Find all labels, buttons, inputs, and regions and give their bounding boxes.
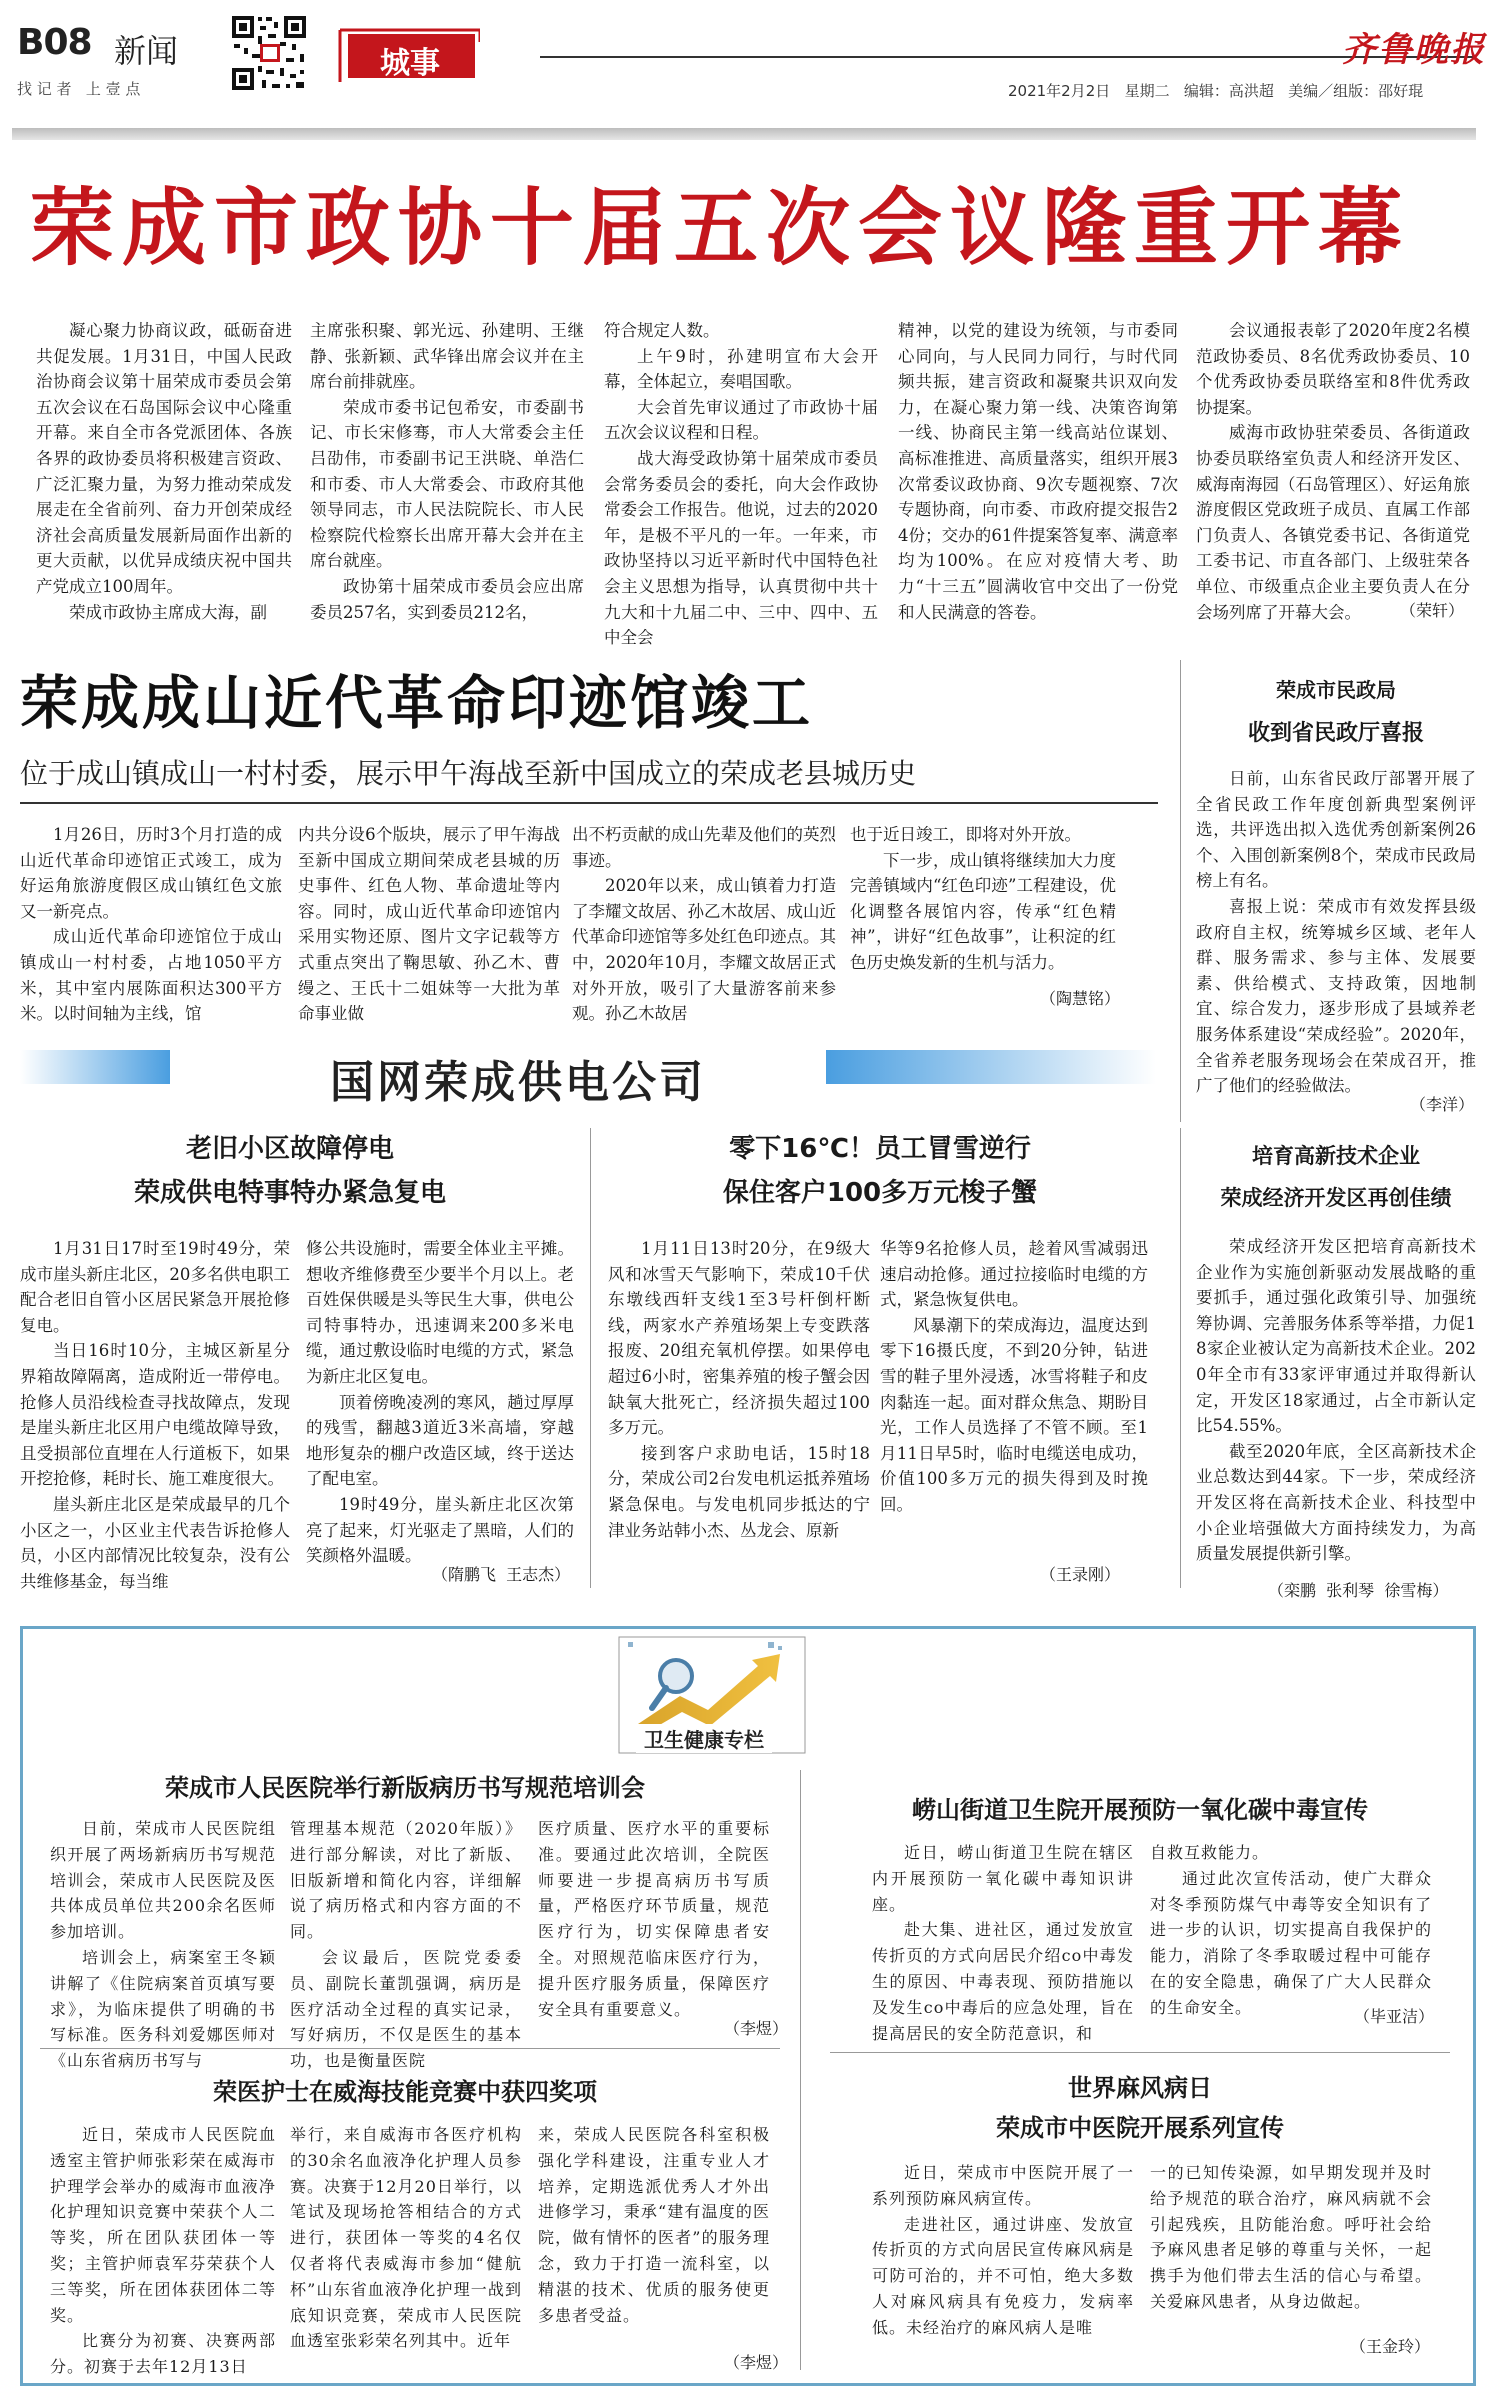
paragraph: 威海市政协驻荣委员、各街道政协委员联络室负责人和经济开发区、威海南海园（石岛管理区）、好运角旅游度假区党政班子成员、直属工作部门负责人、各镇党委书记、各街道党工委书记、市直各部门、上级驻荣各单位、市级重点企业主要负责人在分会场列席了开幕大会。 — [1196, 423, 1470, 622]
a1-column-1 — [36, 318, 292, 625]
health-horizontal-divider — [40, 2048, 780, 2049]
a3-title-2: 荣成供电特事特办紧急复电 — [133, 1178, 446, 1208]
paragraph: 也于近日竣工，即将对外开放。 — [850, 825, 1081, 844]
section-label: 新闻 — [114, 32, 179, 70]
paragraph: 华等9名抢修人员，趁着风雪减弱迅速启动抢修。通过拉接临时电缆的方式，紧急恢复供电。 — [880, 1239, 1148, 1310]
paragraph: 崖头新庄北区是荣成最早的几个小区之一，小区业主代表告诉抢修人员，小区内部情况比较复杂，没有公共维修基金，每当维 — [20, 1494, 290, 1591]
paragraph: 会议通报表彰了2020年度2名模范政协委员、8名优秀政协委员、10个优秀政协委员联络室和8件优秀政协提案。 — [1196, 321, 1470, 417]
column-label: 城事 — [380, 46, 440, 81]
sidebar-2-vertical-rule — [1180, 1128, 1181, 1588]
paragraph: 下一步，成山镇将继续加大力度完善镇域内“红色印迹”工程建设，优化调整各展馆内容，传承“红色精神”，讲好“红色故事”，让积淀的红色历史焕发新的生机与活力。 — [850, 850, 1116, 972]
paragraph: 符合规定人数。 — [604, 321, 720, 340]
sidebar-vertical-rule — [1180, 660, 1181, 1122]
health-vertical-divider — [800, 1770, 801, 2370]
page-code: B08 — [17, 22, 92, 63]
side2-title-2: 荣成经济开发区再创佳绩 — [1220, 1186, 1452, 1210]
paragraph: 风暴潮下的荣成海边，温度达到零下16摄氏度，不到20分钟，钻进雪的鞋子里外浸透，冰雪将鞋子和皮肉黏连一起。面对群众焦急、期盼目光，工作人员选择了不管不顾。至1月11日早5时，临时电缆送电成功，价值100多万元的损失得到及时挽回。 — [880, 1315, 1148, 1514]
headline-2: 荣成成山近代革命印迹馆竣工 — [20, 669, 814, 737]
h3-column-2 — [290, 2122, 522, 2354]
paragraph: 截至2020年底，全区高新技术企业总数达到44家。下一步，荣成经济开发区将在高新技术企业、科技型中小企业培强做大方面持续发力，为高质量发展提供新引擎。 — [1196, 1441, 1476, 1564]
a4-title-1: 零下16℃！员工冒雪逆行 — [729, 1134, 1031, 1164]
side1-title-2: 收到省民政厅喜报 — [1247, 721, 1424, 746]
h2-title: 崂山街道卫生院开展预防一氧化碳中毒宣传 — [912, 1796, 1368, 1824]
column-tab — [330, 28, 480, 84]
a1-column-4 — [898, 318, 1178, 625]
paragraph: 比赛分为初赛、决赛两部分。初赛于去年12月13日 — [50, 2331, 276, 2377]
headline-1: 荣成市政协十届五次会议隆重开幕 — [30, 179, 1411, 277]
paragraph: 精神，以党的建设为统领，与市委同心同向，与人民同力同行，与时代同频共振，建言资政和凝聚共识双向发力，在凝心聚力第一线、决策咨询第一线、协商民主第一线高站位谋划、高标准推进、高质量落实，组织开展3次常委议政协商、9次专题视察、7次专题协商，向市委、市政府提交报告24份；交办的61件提案答复率、满意率均为100%。在应对疫情大考、助力“十三五”圆满收官中交出了一份党和人民满意的答卷。 — [898, 321, 1178, 622]
a2-column-2 — [298, 822, 560, 1027]
a2-byline: （陶慧铭） — [1040, 989, 1121, 1008]
a4-left-rule — [590, 1128, 591, 1588]
paragraph: 凝心聚力协商议政，砥砺奋进共促发展。1月31日，中国人民政治协商会议第十届荣成市委员会第五次会议在石岛国际会议中心隆重开幕。来自全市各党派团体、各族各界的政协委员将积极建言资政、广泛汇聚力量，为努力推动荣成发展走在全省前列、奋力开创荣成经济社会高质量发展新局面作出新的更大贡献，以优异成绩庆祝中国共产党成立100周年。 — [36, 321, 292, 596]
paper-logo: 齐鲁晚报 — [1342, 30, 1486, 70]
paragraph: 上午9时，孙建明宣布大会开幕，全体起立，奏唱国歌。 — [604, 346, 878, 392]
grid-banner-bar-left — [20, 1050, 170, 1084]
paragraph: 近日，荣成市人民医院血透室主管护师张彩荣在威海市护理学会举办的威海市血液净化护理知识竞赛中荣获个人二等奖，所在团队获团体一等奖；主管护师袁军芬荣获个人三等奖，所在团体获团体二等奖。 — [50, 2125, 276, 2325]
paragraph: 1月31日17时至19时49分，荣成市崖头新庄北区，20多名供电职工配合老旧自管小区居民紧急开展抢修复电。 — [20, 1239, 290, 1335]
a3-column-2 — [306, 1236, 574, 1569]
paragraph: 战大海受政协第十届荣成市委员会常务委员会的委托，向大会作政协常委会工作报告。他说，过去的2020年，是极不平凡的一年。一年来，市政协坚持以习近平新时代中国特色社会主义思想为指导，认真贯彻中共十九大和十九届二中、三中、四中、五中全会 — [604, 448, 878, 648]
a2-divider — [20, 802, 1158, 804]
a3-byline: （隋鹏飞 王志杰） — [432, 1565, 571, 1584]
grid-banner-bar-right — [826, 1050, 1156, 1084]
paragraph: 成山近代革命印迹馆位于成山镇成山一村村委，占地1050平方米，其中室内展陈面积达300平方米。以时间轴为主线，馆 — [20, 927, 282, 1024]
h3-column-3 — [538, 2122, 770, 2328]
a4-column-1 — [608, 1236, 870, 1543]
paragraph: 19时49分，崖头新庄北区次第亮了起来，灯光驱走了黑暗，人们的笑颜格外温暖。 — [306, 1494, 574, 1566]
paragraph: 赴大集、进社区，通过发放宣传折页的方式向居民介绍co中毒发生的原因、中毒表现、预防措施以及发生co中毒后的应急处理，旨在提高居民的安全防范意识，和 — [872, 1920, 1134, 2043]
paragraph: 自救互救能力。 — [1150, 1843, 1270, 1862]
paragraph: 荣成市政协主席成大海，副 — [69, 602, 267, 622]
paragraph: 荣成市委书记包希安，市委副书记、市长宋修骞，市人大常委会主任吕劭伟，市委副书记王洪晓、单浩仁和市委、市人大常委会、市政府其他领导同志，市人民法院院长、市人民检察院代检察长出席开幕大会并在主席台就座。 — [310, 397, 584, 571]
paragraph: 走进社区，通过讲座、发放宣传折页的方式向居民宣传麻风病是可防可治的，并不可怕，绝大多数人对麻风病具有免疫力，发病率低。未经治疗的麻风病人是唯 — [872, 2214, 1134, 2337]
a1-column-2 — [310, 318, 584, 625]
side1-body — [1196, 766, 1476, 1099]
paragraph: 大会首先审议通过了市政协十届五次会议议程和日程。 — [604, 397, 878, 443]
a3-title-1: 老旧小区故障停电 — [185, 1134, 394, 1164]
a2-column-1 — [20, 822, 282, 1027]
h3-title: 荣医护士在威海技能竞赛中获四奖项 — [213, 2078, 597, 2106]
paragraph: 会议最后，医院党委委员、副院长董凯强调，病历是医疗活动全过程的真实记录，写好病历，不仅是医生的基本功，也是衡量医院 — [290, 1947, 522, 2071]
paragraph: 顶着傍晚凌冽的寒风，趟过厚厚的残雪，翻越3道近3米高墙，穿越地形复杂的棚户改造区域，终于送达了配电室。 — [306, 1392, 574, 1489]
tagline: 找 记 者 上 壹 点 — [17, 80, 141, 98]
a4-title-2: 保住客户100多万元梭子蟹 — [722, 1178, 1038, 1208]
paragraph: 2020年以来，成山镇着力打造了李耀文故居、孙乙木故居、成山近代革命印迹馆等多处红色印迹点。其中，2020年10月，李耀文故居正式对外开放，吸引了大量游客前来参观。孙乙木故居 — [572, 876, 836, 1024]
side2-title-1: 培育高新技术企业 — [1252, 1144, 1420, 1168]
paragraph: 1月26日，历时3个月打造的成山近代革命印迹馆正式竣工，成为好运角旅游度假区成山镇红色文旅又一新亮点。 — [20, 825, 282, 921]
paragraph: 主席张积聚、郭光远、孙建明、王继静、张新颖、武华锋出席会议并在主席台前排就座。 — [310, 321, 584, 392]
h2-column-1 — [872, 1840, 1134, 2046]
paragraph: 来，荣成人民医院各科室积极强化学科建设，注重专业人才培养，定期选派优秀人才外出进修学习，秉承“建有温度的医院，做有情怀的医者”的服务理念，致力于打造一流科室，以精湛的技术、优质的服务使更多患者受益。 — [538, 2125, 770, 2325]
paragraph: 修公共设施时，需要全体业主平摊。想收齐维修费至少要半个月以上。老百姓保供暖是头等民生大事，供电公司特事特办，迅速调来200多米电缆，通过敷设临时电缆的方式，紧急为新庄北区复电。 — [306, 1239, 574, 1386]
a4-column-2 — [880, 1236, 1148, 1518]
paragraph: 政协第十届荣成市委员会应出席委员257名，实到委员212名， — [310, 576, 584, 622]
masthead-rule — [540, 56, 1476, 58]
paragraph: 医疗质量、医疗水平的重要标准。要通过此次培训，全院医师要进一步提高病历书写质量，严格医疗环节质量，规范医疗行为，切实保障患者安全。对照规范临床医疗行为，提升医疗服务质量，保障医疗安全具有重要意义。 — [538, 1819, 770, 2019]
health-right-divider — [830, 2052, 1450, 2053]
side1-title-1: 荣成市民政局 — [1276, 678, 1396, 702]
h1-column-1 — [50, 1816, 276, 2074]
h2-byline: （毕亚洁） — [1354, 2007, 1435, 2026]
grid-banner-title: 国网荣成供电公司 — [330, 1057, 706, 1108]
paragraph: 培训会上，病案室王冬颖讲解了《住院病案首页填写要求》，为临床提供了明确的书写标准。医务科刘爱娜医师对《山东省病历书写与 — [50, 1947, 276, 2071]
qr-code-icon — [222, 14, 318, 92]
paragraph: 管理基本规范（2020年版）》进行部分解读，对比了新版、旧版新增和简化内容，详细解说了病历格式和内容方面的不同。 — [290, 1819, 522, 1942]
paragraph: 近日，荣成市中医院开展了一系列预防麻风病宣传。 — [872, 2163, 1134, 2208]
h3-column-1 — [50, 2122, 276, 2380]
subhead-2: 位于成山镇成山一村村委，展示甲午海战至新中国成立的荣成老县城历史 — [20, 757, 917, 790]
health-banner-title: 卫生健康专栏 — [636, 1724, 772, 1753]
side2-byline: （栾鹏 张利琴 徐雪梅） — [1268, 1581, 1449, 1600]
h4-column-1 — [872, 2160, 1134, 2341]
side2-body — [1196, 1234, 1476, 1567]
a4-byline: （王录刚） — [1040, 1565, 1121, 1584]
paragraph: 日前，荣成市人民医院组织开展了两场新病历书写规范培训会，荣成市人民医院及医共体成员单位共200余名医师参加培训。 — [50, 1819, 276, 1942]
paragraph: 接到客户求助电话，15时18分，荣成公司2台发电机运抵养殖场紧急保电。与发电机同步抵达的宁津业务站韩小杰、丛龙会、原新 — [608, 1443, 870, 1540]
a1-byline: （荣轩） — [1400, 601, 1465, 620]
a2-column-4 — [850, 822, 1116, 976]
h1-title: 荣成市人民医院举行新版病历书写规范培训会 — [165, 1774, 645, 1802]
paragraph: 喜报上说：荣成市有效发挥县级政府自主权，统筹城乡区域、老年人群、服务需求、参与主体、发展要素、供给模式、支持政策，因地制宜、综合发力，逐步形成了县域养老服务体系建设“荣成经验”。2020年，全省养老服务现场会在荣成召开，推广了他们的经验做法。 — [1196, 896, 1476, 1096]
h4-byline: （王金玲） — [1350, 2337, 1431, 2356]
h2-column-2 — [1150, 1840, 1432, 2021]
side1-byline: （李洋） — [1410, 1095, 1475, 1114]
paragraph: 通过此次宣传活动，使广大群众对冬季预防煤气中毒等安全知识有了进一步的认识，切实提高自我保护的能力，消除了冬季取暖过程中可能存在的安全隐患，确保了广大人民群众的生命安全。 — [1150, 1868, 1432, 2017]
h1-byline: （李煜） — [724, 2019, 789, 2038]
a3-column-1 — [20, 1236, 290, 1594]
paragraph: 当日16时10分，主城区新星分界箱故障隔离，造成附近一带停电。抢修人员沿线检查寻找故障点，发现是崖头新庄北区用户电缆故障导致，且受损部位直埋在人行道板下，如果开挖抢修，耗时长、施工难度很大。 — [20, 1341, 290, 1489]
paragraph: 出不朽贡献的成山先辈及他们的英烈事迹。 — [572, 825, 836, 870]
paragraph: 日前，山东省民政厅部署开展了全省民政工作年度创新典型案例评选，共评选出拟入选优秀创新案例26个、入围创新案例8个，荣成市民政局榜上有名。 — [1196, 769, 1476, 891]
h1-column-2 — [290, 1816, 522, 2074]
top-grey-bar — [12, 128, 1476, 140]
paragraph: 举行，来自威海市各医疗机构的30余名血液净化护理人员参赛。决赛于12月20日举行，以笔试及现场抢答相结合的方式进行，获团体一等奖的4名仅仅者将代表威海市参加“健航杯”山东省血液净化护理一战到底知识竞赛，荣成市人民医院血透室张彩荣名列其中。近年 — [290, 2125, 522, 2351]
a2-column-3 — [572, 822, 836, 1027]
h3-byline: （李煜） — [724, 2353, 789, 2372]
date-line: 2021年2月2日 星期二 编辑：高洪超 美编／组版：邵好琨 — [1008, 82, 1424, 100]
paragraph: 荣成经济开发区把培育高新技术企业作为实施创新驱动发展战略的重要抓手，通过强化政策引导、加强统筹协调、完善服务体系等举措，力促18家企业被认定为高新技术企业。2020年全市有33家评审通过并取得新认定，开发区18家通过，占全市新认定比54.55%。 — [1196, 1237, 1476, 1436]
h4-column-2 — [1150, 2160, 1432, 2315]
a1-column-5 — [1196, 318, 1470, 625]
paragraph: 近日，崂山街道卫生院在辖区内开展预防一氧化碳中毒知识讲座。 — [872, 1843, 1134, 1914]
paragraph: 内共分设6个版块，展示了甲午海战至新中国成立期间荣成老县城的历史事件、红色人物、革命遗址等内容。同时，成山近代革命印迹馆内采用实物还原、图片文字记载等方式重点突出了鞠思敏、孙乙木、曹缦之、王氏十二姐妹等一大批为革命事业做 — [298, 825, 560, 1024]
masthead — [0, 0, 1488, 110]
paragraph: 1月11日13时20分，在9级大风和冰雪天气影响下，荣成10千伏东墩线西轩支线1至3号杆倒杆断线，两家水产养殖场架上专变跌落报废、20组充氧机停摆。如果停电超过6小时，密集养殖的梭子蟹会因缺氧大批死亡，经济损失超过100多万元。 — [608, 1239, 870, 1438]
paragraph: 一的已知传染源，如早期发现并及时给予规范的联合治疗，麻风病就不会引起残疾，且防能治愈。呼吁社会给予麻风患者足够的尊重与关怀，一起携手为他们带去生活的信心与希望。关爱麻风患者，从身边做起。 — [1150, 2163, 1432, 2311]
h4-title-2: 荣成市中医院开展系列宣传 — [996, 2114, 1284, 2142]
h4-title-1: 世界麻风病日 — [1068, 2074, 1212, 2102]
a1-column-3 — [604, 318, 878, 651]
h1-column-3 — [538, 1816, 770, 2022]
